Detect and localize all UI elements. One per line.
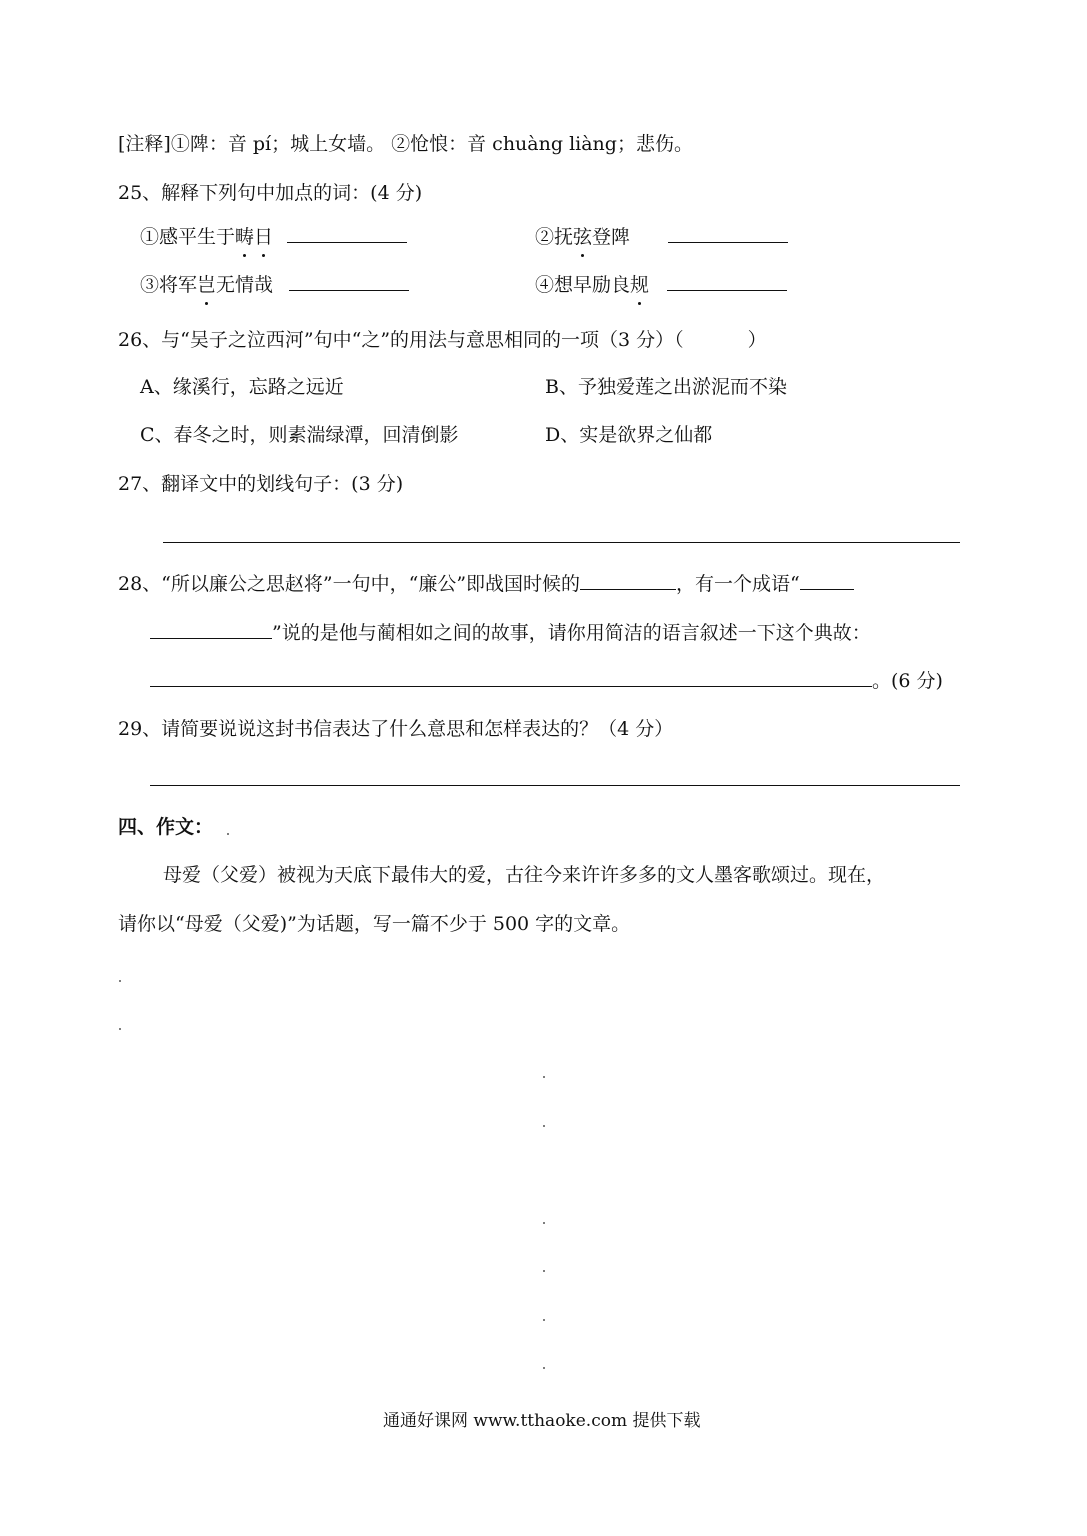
q26-option-b: B、予独爱莲之出淤泥而不染	[545, 376, 787, 398]
q26-option-d: D、实是欲界之仙都	[545, 424, 713, 446]
question-27-stem: 27、翻译文中的划线句子：(3 分)	[118, 473, 404, 495]
essay-prompt-line-2: 请你以“母爱（父爱)”为话题，写一篇不少于 500 字的文章。	[118, 913, 631, 935]
q28-end-score: 。(6 分)	[872, 670, 943, 692]
q26-option-a: A、缘溪行，忘路之远近	[140, 376, 344, 398]
q27-answer-line[interactable]	[163, 542, 960, 543]
q25-item-4-prefix: ④想早励良	[535, 274, 631, 296]
question-25-stem: 25、解释下列句中加点的词：(4 分)	[118, 182, 423, 204]
q25-item-1-dotted-char-1: 畴	[235, 226, 255, 248]
q28-text-part-3: ”说的是他与蔺相如之间的故事，请你用简洁的语言叙述一下这个典故：	[272, 622, 871, 644]
q28-story-blank[interactable]	[150, 666, 872, 687]
q28-text-part-2: ，有一个成语“	[676, 573, 800, 595]
q25-item-1	[140, 222, 407, 250]
scan-speck	[543, 1222, 545, 1224]
q25-item-3-answer-blank[interactable]	[289, 270, 409, 291]
scan-speck	[543, 1125, 545, 1127]
q25-item-2	[535, 222, 788, 250]
question-29-stem: 29、请简要说说这封书信表达了什么意思和怎样表达的？（4 分）	[118, 718, 674, 740]
q28-text-part-1: 28、“所以廉公之思赵将”一句中，“廉公”即战国时候的	[118, 573, 581, 595]
q25-item-2-prefix: ②抚	[535, 226, 574, 248]
scan-speck	[227, 833, 229, 835]
q25-item-1-prefix: ①感平生于	[140, 226, 236, 248]
question-28-line-1	[118, 569, 854, 597]
q25-item-4-answer-blank[interactable]	[667, 270, 787, 291]
q25-item-2-suffix: 登陴	[592, 226, 631, 248]
scan-speck	[543, 1270, 545, 1272]
q25-item-2-dotted-char: 弦	[573, 226, 593, 248]
q26-option-c: C、春冬之时，则素湍绿潭，回清倒影	[140, 424, 459, 446]
q29-answer-line[interactable]	[150, 785, 960, 786]
q25-item-2-answer-blank[interactable]	[668, 222, 788, 243]
q25-item-1-answer-blank[interactable]	[287, 222, 407, 243]
essay-section-heading: 四、作文：	[118, 816, 214, 838]
scan-speck	[543, 1076, 545, 1078]
q25-item-4	[535, 270, 787, 298]
scan-speck	[119, 1028, 121, 1030]
q25-item-3	[140, 270, 409, 298]
question-26	[118, 326, 767, 353]
scan-speck	[543, 1319, 545, 1321]
q25-item-3-suffix: 无情哉	[216, 274, 274, 296]
essay-prompt-line-1: 母爱（父爱）被视为天底下最伟大的爱，古往今来许许多多的文人墨客歌颂过。现在，	[163, 864, 886, 886]
question-28-line-3	[150, 666, 943, 694]
q28-name-blank[interactable]	[580, 569, 676, 590]
annotation-note: [注释]①陴：音 pí；城上女墙。 ②怆悢：音 chuàng liàng；悲伤。	[118, 133, 693, 155]
q25-item-1-dotted-char-2: 日	[254, 226, 274, 248]
q28-idiom-blank-end[interactable]	[150, 618, 272, 639]
question-26-stem: 26、与“吴子之泣西河”句中“之”的用法与意思相同的一项（3 分）（	[118, 329, 684, 351]
page-footer: 通通好课网 www.tthaoke.com 提供下载	[383, 1411, 701, 1431]
q25-item-4-dotted-char: 规	[630, 274, 650, 296]
question-26-close-paren: ）	[747, 329, 767, 351]
q25-item-3-dotted-char: 岂	[197, 274, 217, 296]
q28-idiom-blank-start[interactable]	[800, 569, 854, 590]
question-28-line-2	[150, 618, 871, 646]
q26-answer-space[interactable]	[684, 326, 748, 346]
q25-item-3-prefix: ③将军	[140, 274, 198, 296]
scan-speck	[543, 1367, 545, 1369]
scan-speck	[119, 980, 121, 982]
